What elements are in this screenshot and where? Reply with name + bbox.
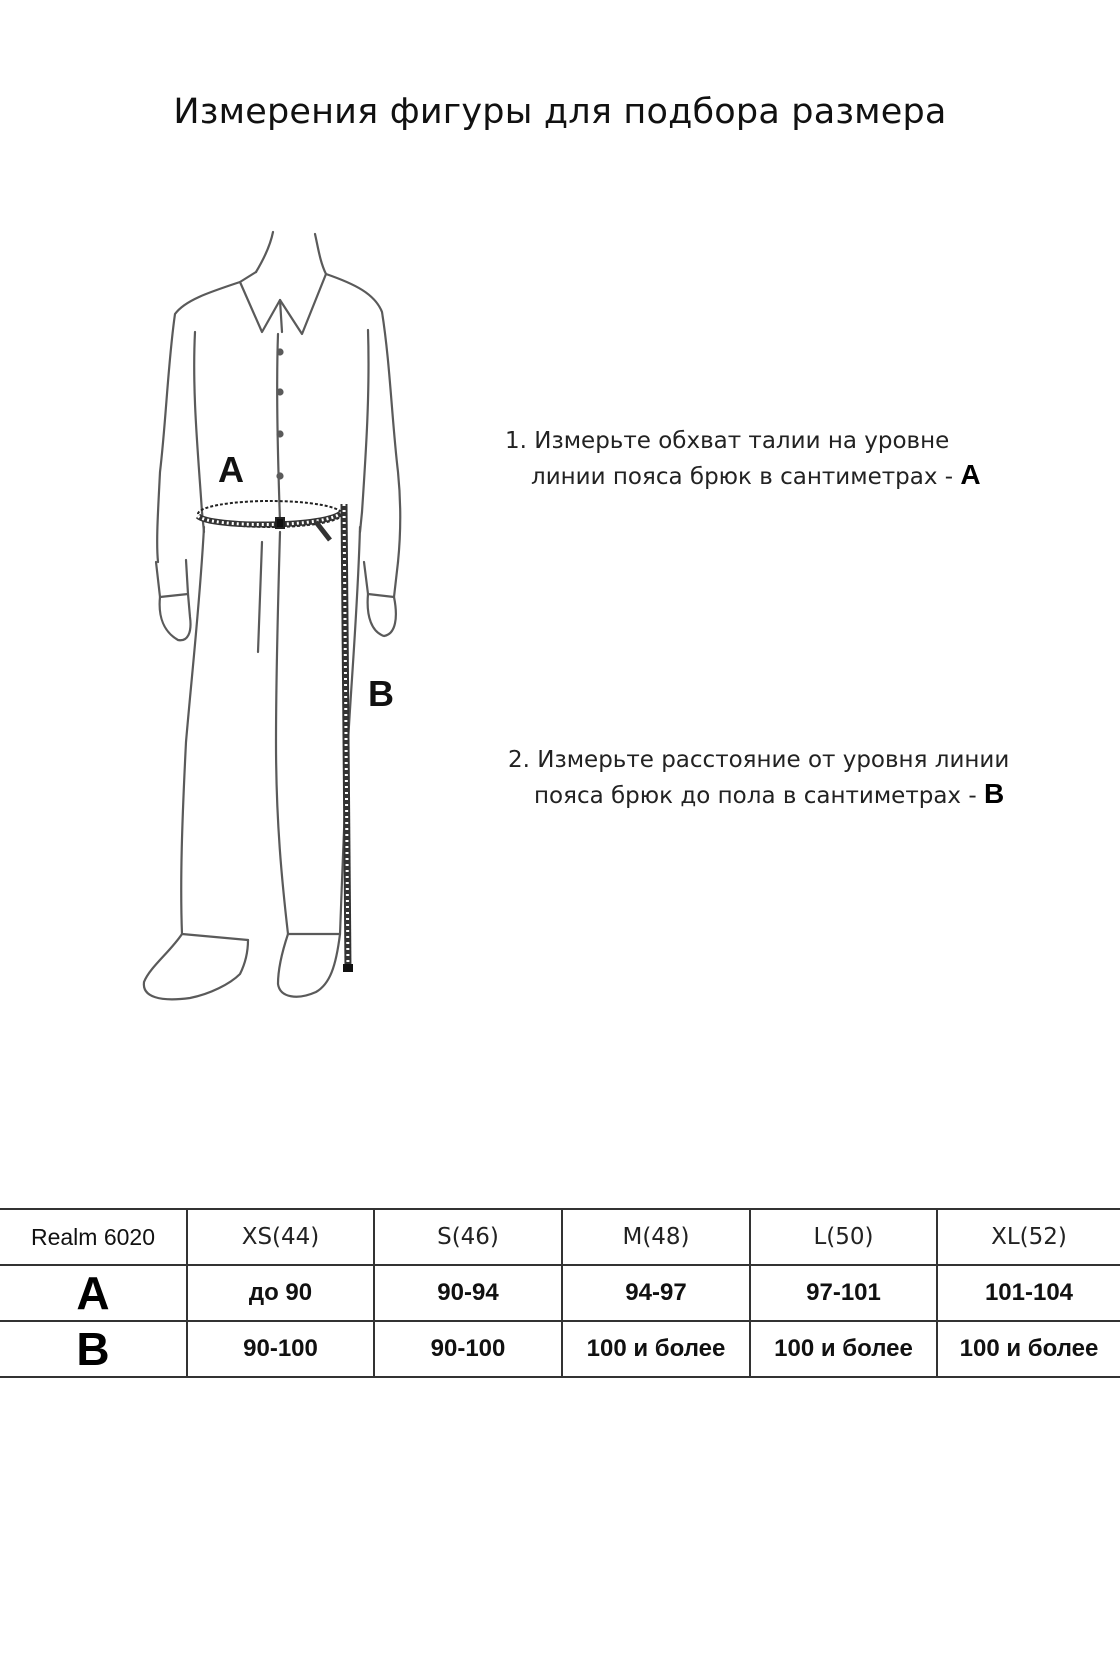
page-title: Измерения фигуры для подбора размера	[173, 92, 947, 132]
table-cell: 94-97	[562, 1265, 750, 1321]
instruction-length-mark: B	[983, 778, 1005, 809]
table-cell: 97-101	[750, 1265, 937, 1321]
size-header: S(46)	[374, 1209, 562, 1265]
size-header: XL(52)	[937, 1209, 1120, 1265]
size-table	[0, 1208, 1120, 1378]
table-row	[0, 1321, 1120, 1377]
table-cell: до 90	[187, 1265, 374, 1321]
label-a: A	[218, 449, 244, 490]
table-cell: 100 и более	[937, 1321, 1120, 1377]
size-header: L(50)	[750, 1209, 937, 1265]
table-cell: 100 и более	[750, 1321, 937, 1377]
instruction-waist-line2: линии пояса брюк в сантиметрах -	[531, 464, 954, 490]
size-header: M(48)	[562, 1209, 750, 1265]
table-cell: 90-100	[187, 1321, 374, 1377]
instruction-waist-mark: A	[960, 459, 981, 490]
label-b: B	[368, 673, 394, 714]
model-name: Realm 6020	[0, 1209, 187, 1265]
size-header: XS(44)	[187, 1209, 374, 1265]
instruction-length-line1: 2. Измерьте расстояние от уровня линии	[508, 747, 1010, 773]
table-cell: 100 и более	[562, 1321, 750, 1377]
table-cell: 101-104	[937, 1265, 1120, 1321]
table-row	[0, 1265, 1120, 1321]
instruction-length-line2: пояса брюк до пола в сантиметрах -	[534, 783, 977, 809]
instruction-waist	[505, 424, 981, 494]
man-measurement-illustration	[130, 222, 420, 1078]
table-cell: 90-94	[374, 1265, 562, 1321]
row-label-b: B	[0, 1321, 187, 1377]
table-header-row	[0, 1209, 1120, 1265]
table-cell: 90-100	[374, 1321, 562, 1377]
instruction-length	[508, 743, 1009, 813]
instruction-waist-line1: 1. Измерьте обхват талии на уровне	[505, 428, 950, 454]
row-label-a: A	[0, 1265, 187, 1321]
